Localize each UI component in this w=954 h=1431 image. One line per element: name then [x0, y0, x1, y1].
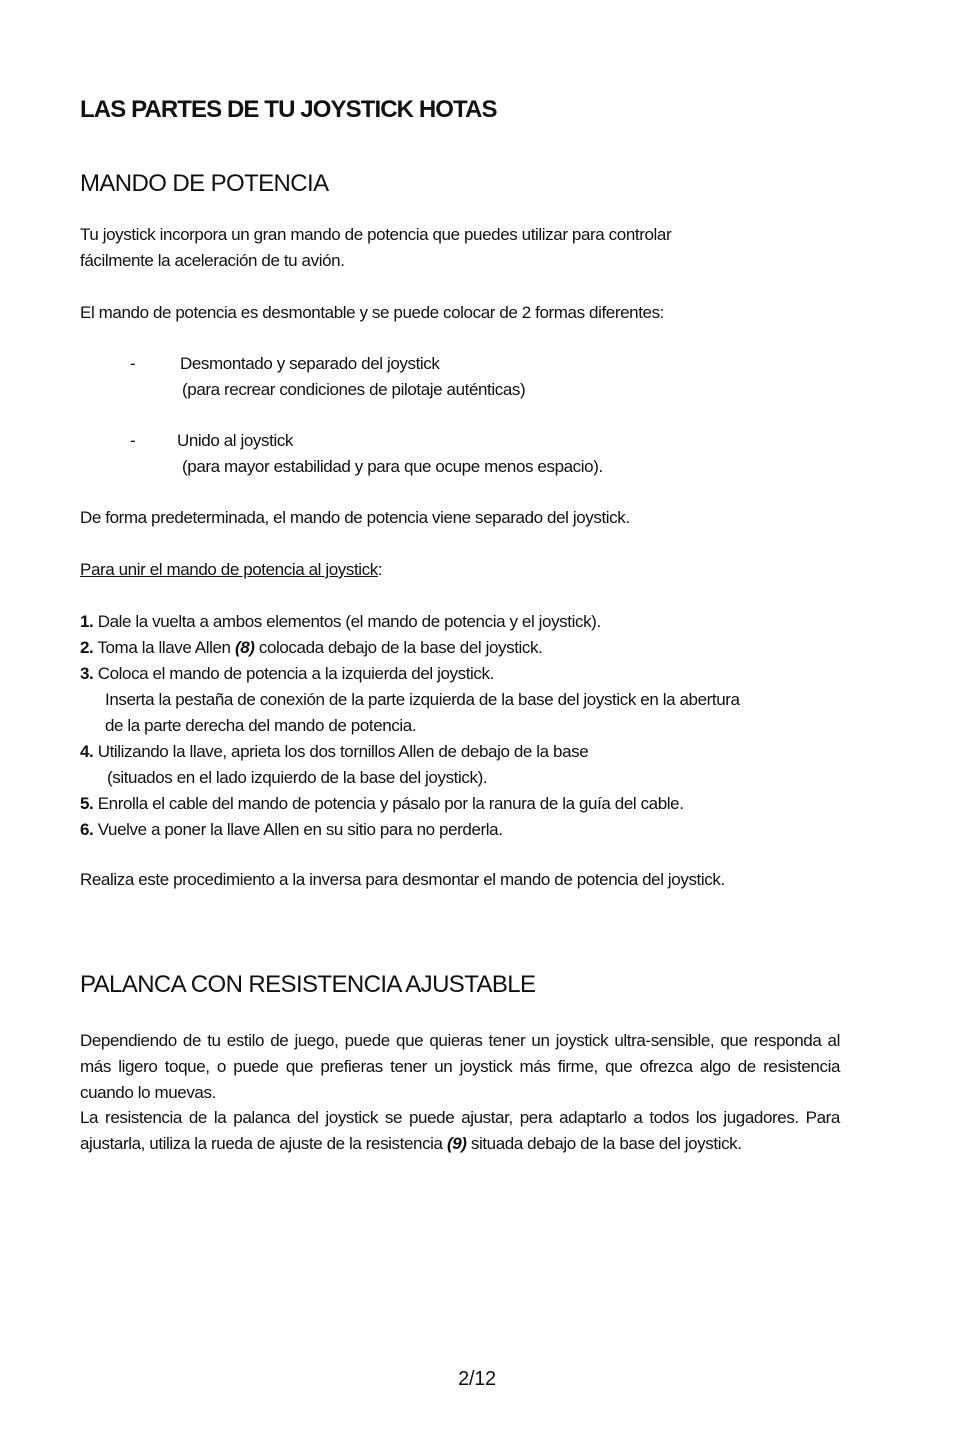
section-heading-throttle: MANDO DE POTENCIA: [80, 170, 329, 197]
step-text: Utilizando la llave, aprieta los dos tornillos Allen de debajo de la base: [93, 742, 589, 761]
resistance-adjust-paragraph: [80, 1105, 840, 1157]
part-reference: (9): [446, 1134, 467, 1153]
step-text: colocada debajo de la base del joystick.: [254, 638, 543, 657]
attach-heading: [80, 557, 382, 583]
step-number: 4.: [80, 742, 94, 761]
step-item: [80, 791, 740, 817]
step-text: Toma la llave Allen: [93, 638, 235, 657]
bullet-dash: -: [130, 431, 136, 450]
step-continuation: Inserta la pestaña de conexión de la parte izquierda de la base del joystick en la abertura: [105, 690, 740, 709]
steps-list: [80, 609, 740, 843]
step-text: Enrolla el cable del mando de potencia y pásalo por la ranura de la guía del cable.: [93, 794, 684, 813]
step-item: [80, 817, 740, 843]
step-number: 6.: [80, 820, 94, 839]
attach-heading-colon: :: [377, 560, 383, 579]
page-number: 2/12: [458, 1368, 496, 1390]
paragraph-text: La resistencia de la palanca del joystick se puede ajustar, pera adaptarlo a todos los jugadores. Para ajustarla, utiliza la rueda de ajuste de la resistencia: [80, 1108, 840, 1153]
page-title: LAS PARTES DE TU JOYSTICK HOTAS: [80, 96, 497, 123]
option-note: (para recrear condiciones de pilotaje auténticas): [182, 380, 526, 399]
intro-paragraph: [80, 222, 671, 274]
step-number: 1.: [80, 612, 94, 631]
step-number: 3.: [80, 664, 94, 683]
option-note: (para mayor estabilidad y para que ocupe menos espacio).: [182, 457, 603, 476]
step-text: Dale la vuelta a ambos elementos (el mando de potencia y el joystick).: [93, 612, 601, 631]
option-label: Unido al joystick: [177, 431, 294, 450]
intro-line: Tu joystick incorpora un gran mando de potencia que puedes utilizar para controlar: [80, 225, 672, 244]
option-item: [80, 428, 840, 480]
step-number: 5.: [80, 794, 94, 813]
part-reference: (8): [234, 638, 255, 657]
detachable-paragraph: El mando de potencia es desmontable y se puede colocar de 2 formas diferentes:: [80, 303, 665, 322]
step-item: [80, 635, 740, 661]
resistance-paragraph: Dependiendo de tu estilo de juego, puede que quieras tener un joystick ultra-sensible, que responda al más ligero toque, o puede que prefieras tener un joystick más firme, que ofrezca algo de resistencia cuando lo muevas.: [80, 1031, 840, 1102]
document-page: [80, 0, 840, 1431]
paragraph-text: situada debajo de la base del joystick.: [466, 1134, 742, 1153]
intro-line: fácilmente la aceleración de tu avión.: [80, 251, 345, 270]
option-label: Desmontado y separado del joystick: [180, 354, 440, 373]
reverse-note: Realiza este procedimiento a la inversa para desmontar el mando de potencia del joystick.: [80, 870, 725, 889]
step-item: [80, 739, 740, 765]
attach-heading-text: Para unir el mando de potencia al joystick: [80, 560, 378, 579]
section-heading-resistance: PALANCA CON RESISTENCIA AJUSTABLE: [80, 971, 536, 998]
step-item: [80, 609, 740, 635]
step-continuation: de la parte derecha del mando de potencia.: [105, 716, 417, 735]
bullet-dash: -: [130, 354, 136, 373]
default-note: De forma predeterminada, el mando de potencia viene separado del joystick.: [80, 508, 630, 527]
step-number: 2.: [80, 638, 94, 657]
step-item: [80, 661, 740, 687]
option-item: [80, 351, 840, 403]
step-text: Vuelve a poner la llave Allen en su sitio para no perderla.: [93, 820, 503, 839]
step-text: Coloca el mando de potencia a la izquierda del joystick.: [93, 664, 494, 683]
step-continuation: (situados en el lado izquierdo de la base del joystick).: [107, 768, 488, 787]
